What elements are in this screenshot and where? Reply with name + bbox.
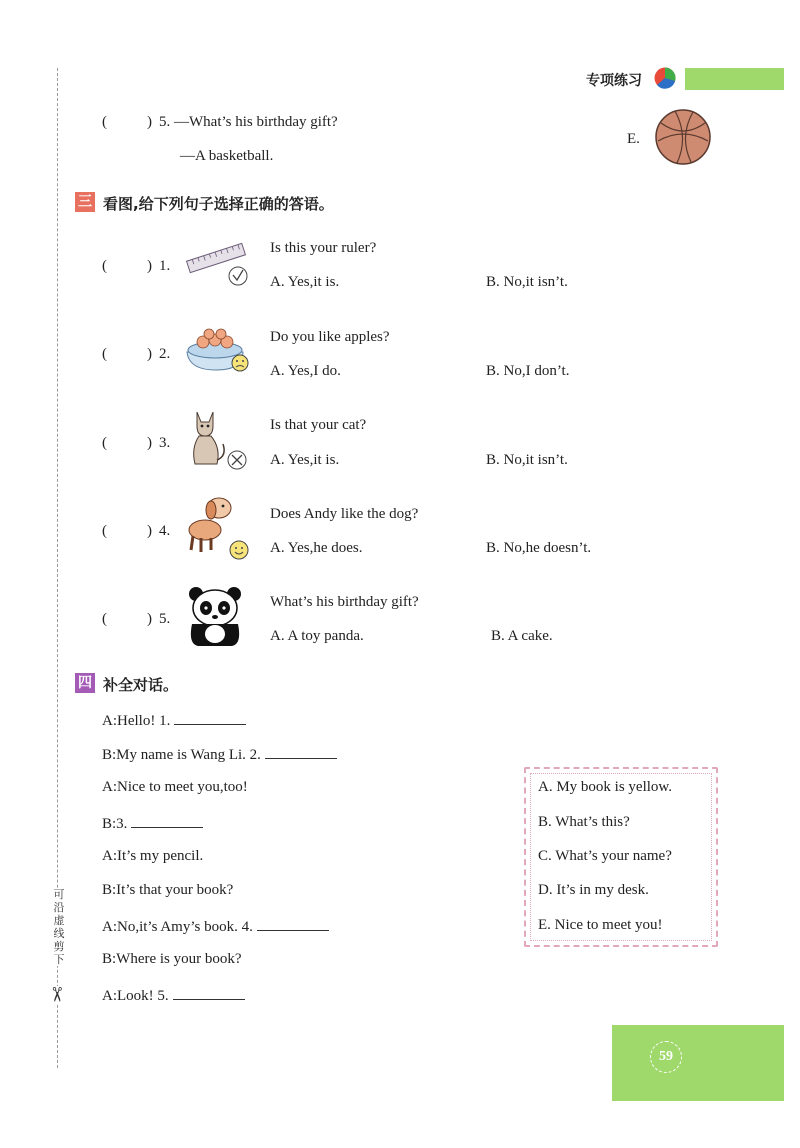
scissors-icon: ✂ (44, 986, 67, 1003)
header-label: 专项练习 (586, 73, 642, 89)
option-b: B. A cake. (491, 628, 553, 644)
section-3-badge: 三 (75, 192, 95, 212)
option-item: B. What’s this? (538, 814, 630, 830)
answer-blank-2[interactable] (265, 744, 337, 759)
option-item: A. My book is yellow. (538, 779, 673, 795)
item-number: 1. (159, 258, 171, 274)
item-question: What’s his birthday gift? (270, 594, 419, 610)
cut-line-label: 可 沿 虚 线 剪 下 (53, 888, 65, 966)
option-item: E. Nice to meet you! (538, 917, 663, 933)
dialogue-line-7: A:No,it’s Amy’s book. 4. (102, 916, 329, 936)
option-a: A. Yes,he does. (270, 540, 363, 556)
dialogue-line-2: B:My name is Wang Li. 2. (102, 744, 337, 764)
dialogue-line-1: A:Hello! 1. (102, 710, 246, 730)
answer-blank-5[interactable] (173, 985, 245, 1000)
item-question: Do you like apples? (270, 329, 390, 345)
carry-over-question: 5. —What’s his birthday gift? (159, 114, 338, 130)
option-a: A. Yes,it is. (270, 274, 340, 290)
option-b: B. No,it isn’t. (486, 452, 568, 468)
option-b: B. No,it isn’t. (486, 274, 568, 290)
option-a: A. Yes,I do. (270, 363, 341, 379)
option-item: D. It’s in my desk. (538, 882, 649, 898)
answer-blank-1[interactable] (174, 710, 246, 725)
apples-icon (183, 326, 249, 376)
item-number: 4. (159, 523, 171, 539)
dialogue-line-4: B:3. (102, 813, 203, 833)
item-number: 2. (159, 346, 171, 362)
carry-over-paren[interactable]: ( ) (102, 114, 152, 130)
dialogue-line-6: B:It’s that your book? (102, 882, 234, 898)
item-question: Is this your ruler? (270, 240, 377, 256)
section-4-title: 补全对话。 (103, 676, 179, 694)
basketball-icon (655, 109, 711, 165)
answer-blank-3[interactable] (131, 813, 203, 828)
carry-over-answer: —A basketball. (180, 148, 274, 164)
answer-paren[interactable]: ( ) (102, 258, 152, 274)
option-e-letter: E. (627, 131, 640, 147)
panda-icon (186, 586, 246, 648)
item-question: Does Andy like the dog? (270, 506, 419, 522)
item-number: 5. (159, 611, 171, 627)
dialogue-line-5: A:It’s my pencil. (102, 848, 204, 864)
answer-paren[interactable]: ( ) (102, 523, 152, 539)
item-question: Is that your cat? (270, 417, 367, 433)
header-bar (685, 68, 784, 90)
cat-icon (183, 408, 249, 472)
footer-bar (612, 1025, 784, 1101)
answer-blank-4[interactable] (257, 916, 329, 931)
answer-paren[interactable]: ( ) (102, 435, 152, 451)
section-3-title: 看图,给下列句子选择正确的答语。 (103, 195, 334, 213)
dialogue-line-9: A:Look! 5. (102, 985, 245, 1005)
dialogue-line-3: A:Nice to meet you,too! (102, 779, 248, 795)
option-b: B. No,I don’t. (486, 363, 570, 379)
answer-paren[interactable]: ( ) (102, 346, 152, 362)
option-a: A. Yes,it is. (270, 452, 340, 468)
answer-paren[interactable]: ( ) (102, 611, 152, 627)
dog-icon (181, 494, 251, 562)
option-item: C. What’s your name? (538, 848, 672, 864)
ruler-icon (183, 238, 249, 288)
section-4-badge: 四 (75, 673, 95, 693)
dialogue-line-8: B:Where is your book? (102, 951, 242, 967)
item-number: 3. (159, 435, 171, 451)
option-a: A. A toy panda. (270, 628, 364, 644)
option-b: B. No,he doesn’t. (486, 540, 592, 556)
color-ball-icon (654, 67, 676, 89)
page-number: 59 (650, 1041, 682, 1073)
